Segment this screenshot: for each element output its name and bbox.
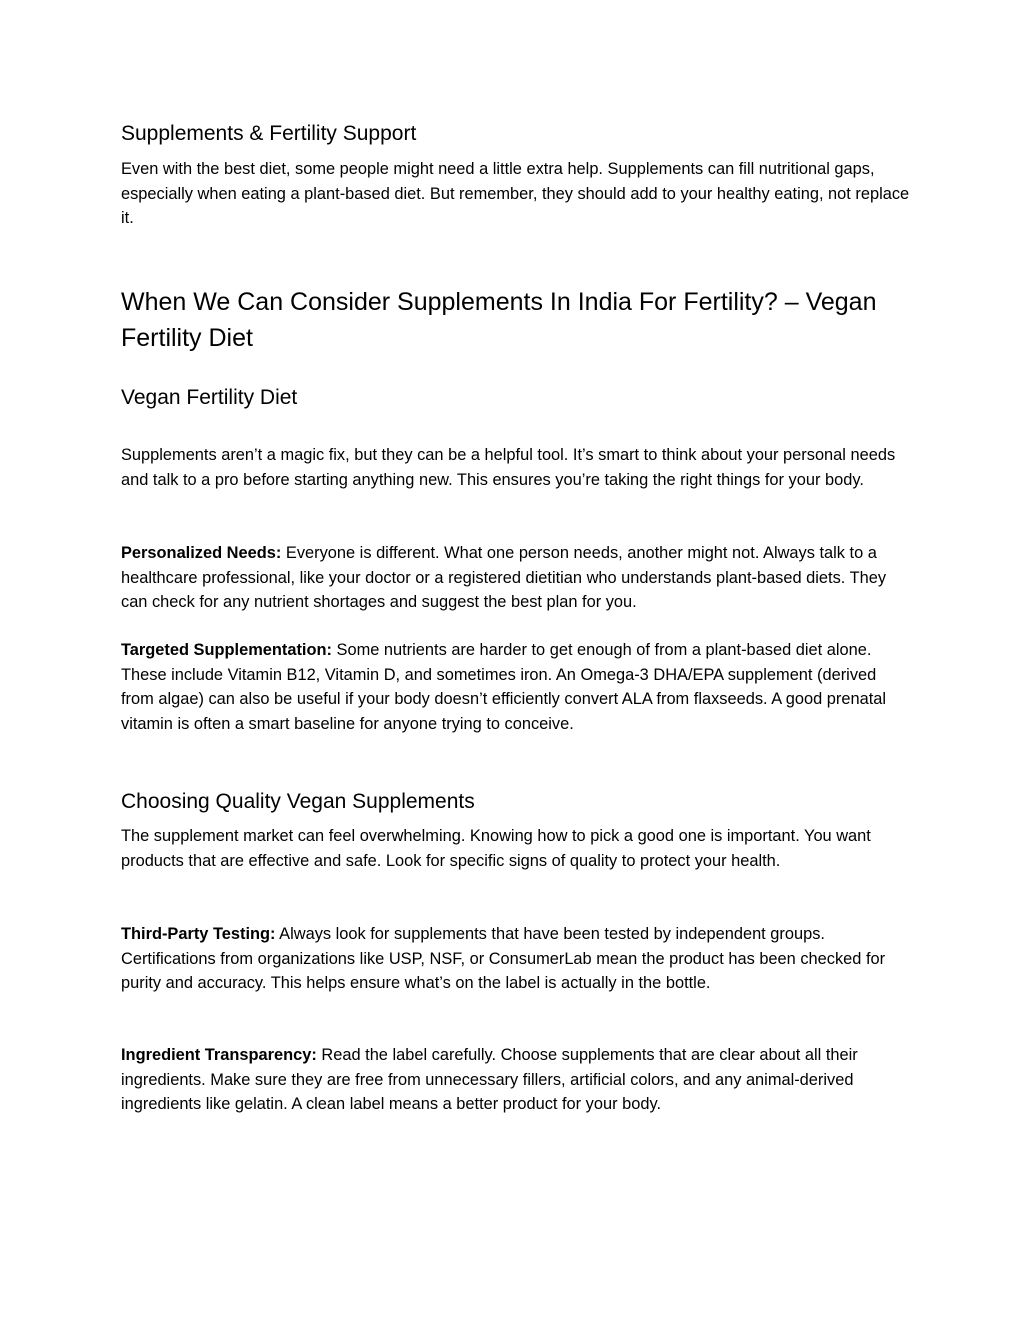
paragraph-personalized-needs: [121, 541, 911, 615]
label-targeted-supplementation: Targeted Supplementation:: [121, 641, 332, 659]
text-ingredient-transparency: Read the label carefully. Choose supplements that are clear about all their ingredients. Make sure they are free from unnecessary fillers, artificial colors, and any animal-derived ingredients like gelatin. A clean label means a better product for your body.: [121, 1046, 858, 1113]
paragraph-supplements-intro: Even with the best diet, some people might need a little extra help. Supplements can fill nutritional gaps, especially when eating a plant-based diet. But remember, they should add to your healthy eating, not replace it.: [121, 160, 910, 227]
label-personalized-needs: Personalized Needs:: [121, 544, 282, 562]
text-targeted-supplementation: Some nutrients are harder to get enough of from a plant-based diet alone. These include Vitamin B12, Vitamin D, and sometimes iron. An Omega-3 DHA/EPA supplement (derived from algae) can also be useful if your body doesn’t efficiently convert ALA from flaxseeds. A good prenatal vitamin is often a smart baseline for anyone trying to conceive.: [121, 641, 887, 733]
paragraph-third-party-testing: [121, 922, 911, 996]
subheading-vegan-fertility-diet: Vegan Fertility Diet: [121, 386, 298, 409]
section-heading-when-consider: When We Can Consider Supplements In India For Fertility? – Vegan Fertility Diet: [121, 288, 877, 352]
paragraph-supplement-market: The supplement market can feel overwhelming. Knowing how to pick a good one is important. You want products that are effective and safe. Look for specific signs of quality to protect your health.: [121, 827, 871, 870]
text-third-party-testing: Always look for supplements that have been tested by independent groups. Certifications from organizations like USP, NSF, or ConsumerLab mean the product has been checked for purity and accuracy. This helps ensure what’s on the label is actually in the bottle.: [121, 925, 886, 992]
section-heading-supplements-fertility: Supplements & Fertility Support: [121, 122, 417, 145]
paragraph-magic-fix: Supplements aren’t a magic fix, but they can be a helpful tool. It’s smart to think about your personal needs and talk to a pro before starting anything new. This ensures you’re taking the right things for your body.: [121, 446, 896, 489]
section-heading-choosing-quality: Choosing Quality Vegan Supplements: [121, 790, 475, 813]
paragraph-targeted-supplementation: [121, 638, 911, 736]
paragraph-ingredient-transparency: [121, 1043, 911, 1117]
text-personalized-needs: Everyone is different. What one person needs, another might not. Always talk to a healthcare professional, like your doctor or a registered dietitian who understands plant-based diets. They can check for any nutrient shortages and suggest the best plan for you.: [121, 544, 887, 611]
label-third-party-testing: Third-Party Testing:: [121, 925, 276, 943]
label-ingredient-transparency: Ingredient Transparency:: [121, 1046, 317, 1064]
